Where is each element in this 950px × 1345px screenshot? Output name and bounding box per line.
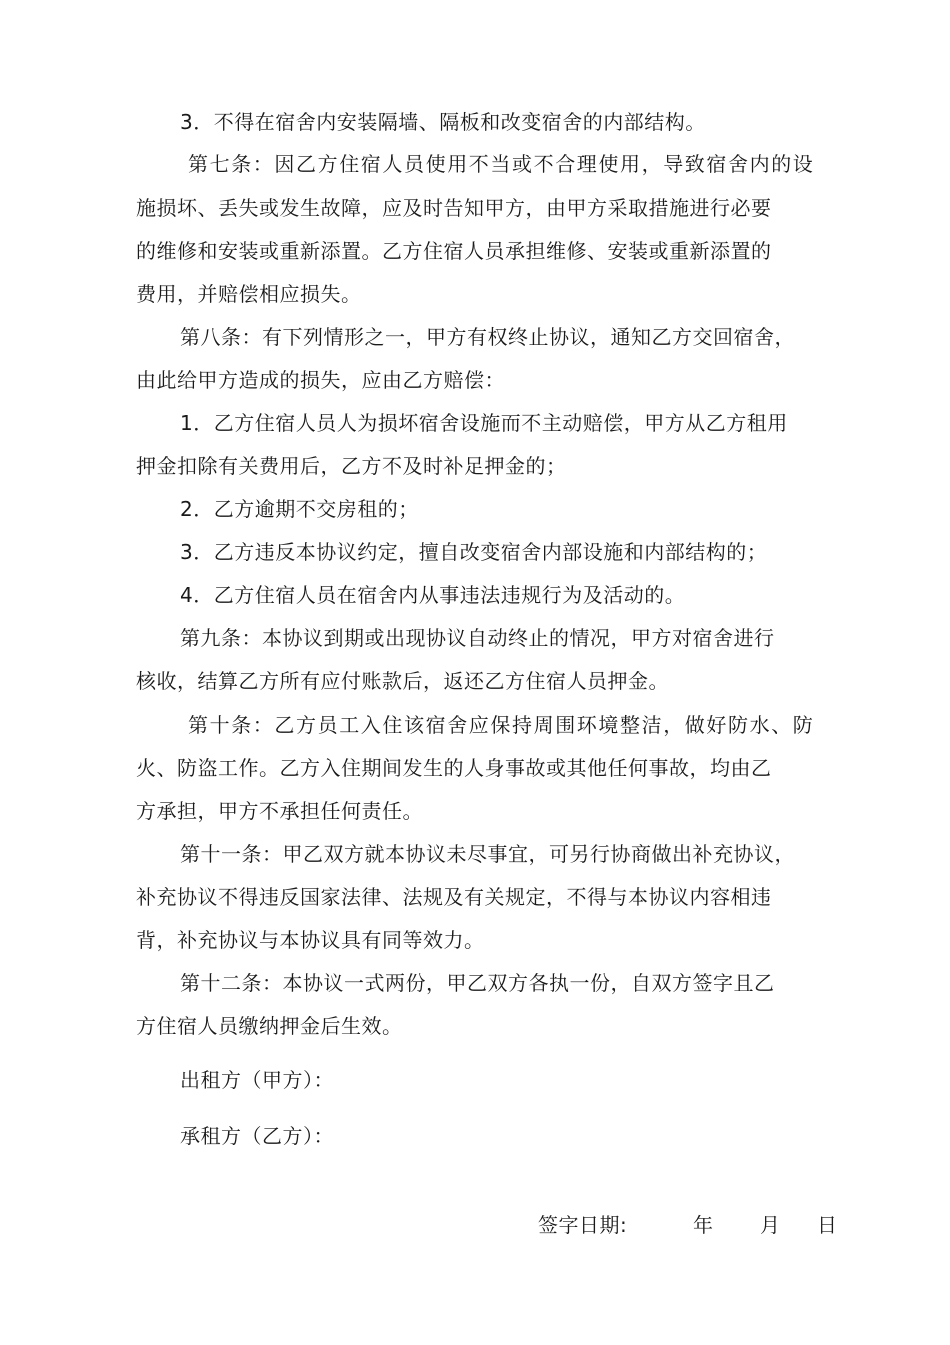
lessee-signature-label: 承租方（乙方）：	[180, 1124, 334, 1148]
clause-12-line-1: 第十二条：本协议一式两份，甲乙双方各执一份，自双方签字且乙	[180, 971, 775, 995]
clause-8-item-2: 2．乙方逾期不交房租的；	[180, 497, 419, 521]
clause-12-line-2: 方住宿人员缴纳押金后生效。	[136, 1014, 403, 1038]
lessor-signature-label: 出租方（甲方）：	[180, 1068, 334, 1092]
clause-7-line-3: 的维修和安装或重新添置。乙方住宿人员承担维修、安装或重新添置的	[136, 239, 772, 263]
clause-7-line-1: 第七条：因乙方住宿人员使用不当或不合理使用，导致宿舍内的设	[188, 152, 815, 176]
clause-8-item-1-line-1: 1．乙方住宿人员人为损坏宿舍设施而不主动赔偿，甲方从乙方租用	[180, 411, 788, 435]
clause-11-line-2: 补充协议不得违反国家法律、法规及有关规定，不得与本协议内容相违	[136, 885, 772, 909]
clause-11-line-1: 第十一条：甲乙双方就本协议未尽事宜，可另行协商做出补充协议，	[180, 842, 795, 866]
clause-10-line-1: 第十条：乙方员工入住该宿舍应保持周围环境整洁，做好防水、防	[188, 713, 815, 737]
clause-8-item-4: 4．乙方住宿人员在宿舍内从事违法违规行为及活动的。	[180, 583, 686, 607]
sign-date-month-label: 月	[760, 1213, 781, 1237]
sign-date-day-label: 日	[817, 1213, 838, 1237]
sign-date-label: 签字日期:	[538, 1213, 628, 1237]
clause-10-line-3: 方承担，甲方不承担任何责任。	[136, 799, 423, 823]
clause-6-item-3: 3．不得在宿舍内安装隔墙、隔板和改变宿舍的内部结构。	[180, 110, 706, 134]
clause-11-line-3: 背，补充协议与本协议具有同等效力。	[136, 928, 485, 952]
sign-date-year-label: 年	[693, 1213, 714, 1237]
clause-10-line-2: 火、防盗工作。乙方入住期间发生的人身事故或其他任何事故，均由乙	[136, 756, 772, 780]
clause-8-line-2: 由此给甲方造成的损失，应由乙方赔偿：	[136, 368, 505, 392]
clause-9-line-2: 核收，结算乙方所有应付账款后，返还乙方住宿人员押金。	[136, 669, 669, 693]
clause-8-item-3: 3．乙方违反本协议约定，擅自改变宿舍内部设施和内部结构的；	[180, 540, 768, 564]
clause-7-line-2: 施损坏、丢失或发生故障，应及时告知甲方，由甲方采取措施进行必要	[136, 196, 772, 220]
clause-8-line-1: 第八条：有下列情形之一，甲方有权终止协议，通知乙方交回宿舍，	[180, 325, 795, 349]
clause-8-item-1-line-2: 押金扣除有关费用后，乙方不及时补足押金的；	[136, 454, 567, 478]
clause-9-line-1: 第九条：本协议到期或出现协议自动终止的情况，甲方对宿舍进行	[180, 626, 775, 650]
clause-7-line-4: 费用，并赔偿相应损失。	[136, 282, 362, 306]
